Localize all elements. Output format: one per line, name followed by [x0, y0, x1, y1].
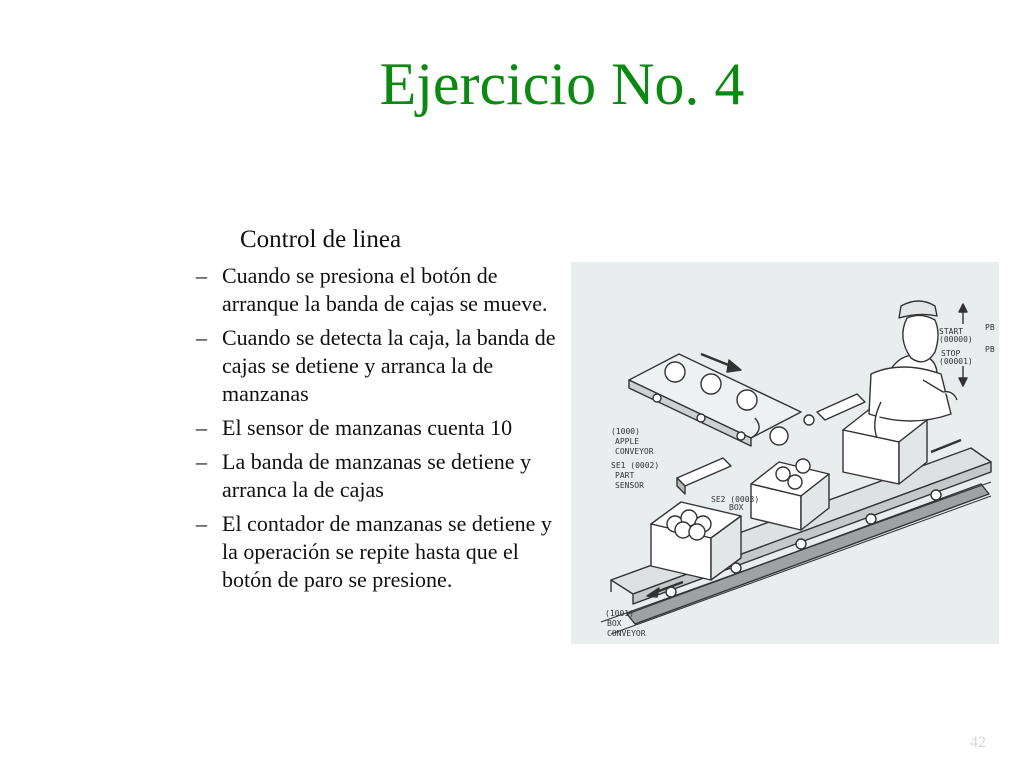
svg-text:(1000)	[611, 427, 640, 436]
part-sensor-label-1: SE1 (0002)	[611, 461, 660, 470]
bullet-dash: –	[196, 415, 207, 440]
part-sensor-label-3: SENSOR	[615, 481, 644, 490]
bullet-item	[196, 414, 556, 442]
conveyor-diagram	[571, 262, 999, 644]
stop-label-1: STOP	[941, 349, 961, 358]
bullet-dash: –	[196, 325, 207, 350]
svg-text:BOX	[729, 503, 744, 512]
svg-text:PART	[615, 471, 634, 480]
bullet-text: El sensor de manzanas cuenta 10	[222, 415, 513, 440]
bullet-dash: –	[196, 263, 207, 288]
bullet-text: Cuando se detecta la caja, la banda de cajas se detiene y arranca la de manzanas	[222, 325, 556, 406]
stop-label-2: (00001)	[939, 357, 973, 366]
bullet-text: La banda de manzanas se detiene y arranca la de cajas	[222, 449, 532, 502]
bullet-text: El contador de manzanas se detiene y la operación se repite hasta que el botón de paro se presione.	[222, 511, 552, 592]
box-conveyor-label-3: CONVEYOR	[607, 629, 646, 638]
bullet-item	[196, 448, 556, 504]
operator-figure	[869, 301, 957, 438]
apple-conveyor-label-1: (1000)	[611, 427, 640, 436]
svg-text:PB	[985, 345, 995, 354]
start-label-2: (00000)	[939, 335, 973, 344]
bullet-dash: –	[196, 449, 207, 474]
box-sensor-label-1: SE2 (0003)	[711, 495, 760, 504]
svg-text:PB	[985, 323, 995, 332]
svg-text:(1001)	[605, 609, 634, 618]
svg-text:APPLE	[615, 437, 639, 446]
svg-text:CONVEYOR	[607, 629, 646, 638]
full-box	[651, 502, 741, 580]
slide-title: Ejercicio No. 4	[379, 51, 745, 117]
slide-subtitle: Control de linea	[240, 226, 402, 253]
stop-pb-label: PB	[985, 345, 995, 354]
svg-text:SE1 (0002)	[611, 461, 659, 470]
bullet-item	[196, 510, 556, 594]
apple-conveyor-label-3: CONVEYOR	[615, 447, 654, 456]
part-sensor-device	[677, 458, 731, 494]
box-sensor-label-2: BOX	[729, 503, 744, 512]
bullet-dash: –	[196, 511, 207, 536]
svg-text:(00001)	[939, 357, 973, 366]
bullet-item	[196, 262, 556, 318]
bullet-text: Cuando se presiona el botón de arranque la banda de cajas se mueve.	[222, 263, 548, 316]
page-number: 42	[970, 734, 986, 751]
svg-text:CONVEYOR	[615, 447, 654, 456]
svg-text:SENSOR	[615, 481, 644, 490]
start-label-1: START	[939, 327, 964, 336]
box-conveyor-label-1: (1001)	[605, 609, 634, 618]
box-conveyor-label-2: BOX	[607, 619, 622, 628]
start-pb-label: PB	[985, 323, 995, 332]
svg-text:(00000)	[939, 335, 973, 344]
svg-text:BOX	[607, 619, 622, 628]
conveyor-illustration	[571, 262, 999, 644]
apple-conveyor-label-2: APPLE	[615, 437, 640, 446]
part-sensor-label-2: PART	[615, 471, 635, 480]
bullet-list	[196, 262, 556, 600]
bullet-item	[196, 324, 556, 408]
